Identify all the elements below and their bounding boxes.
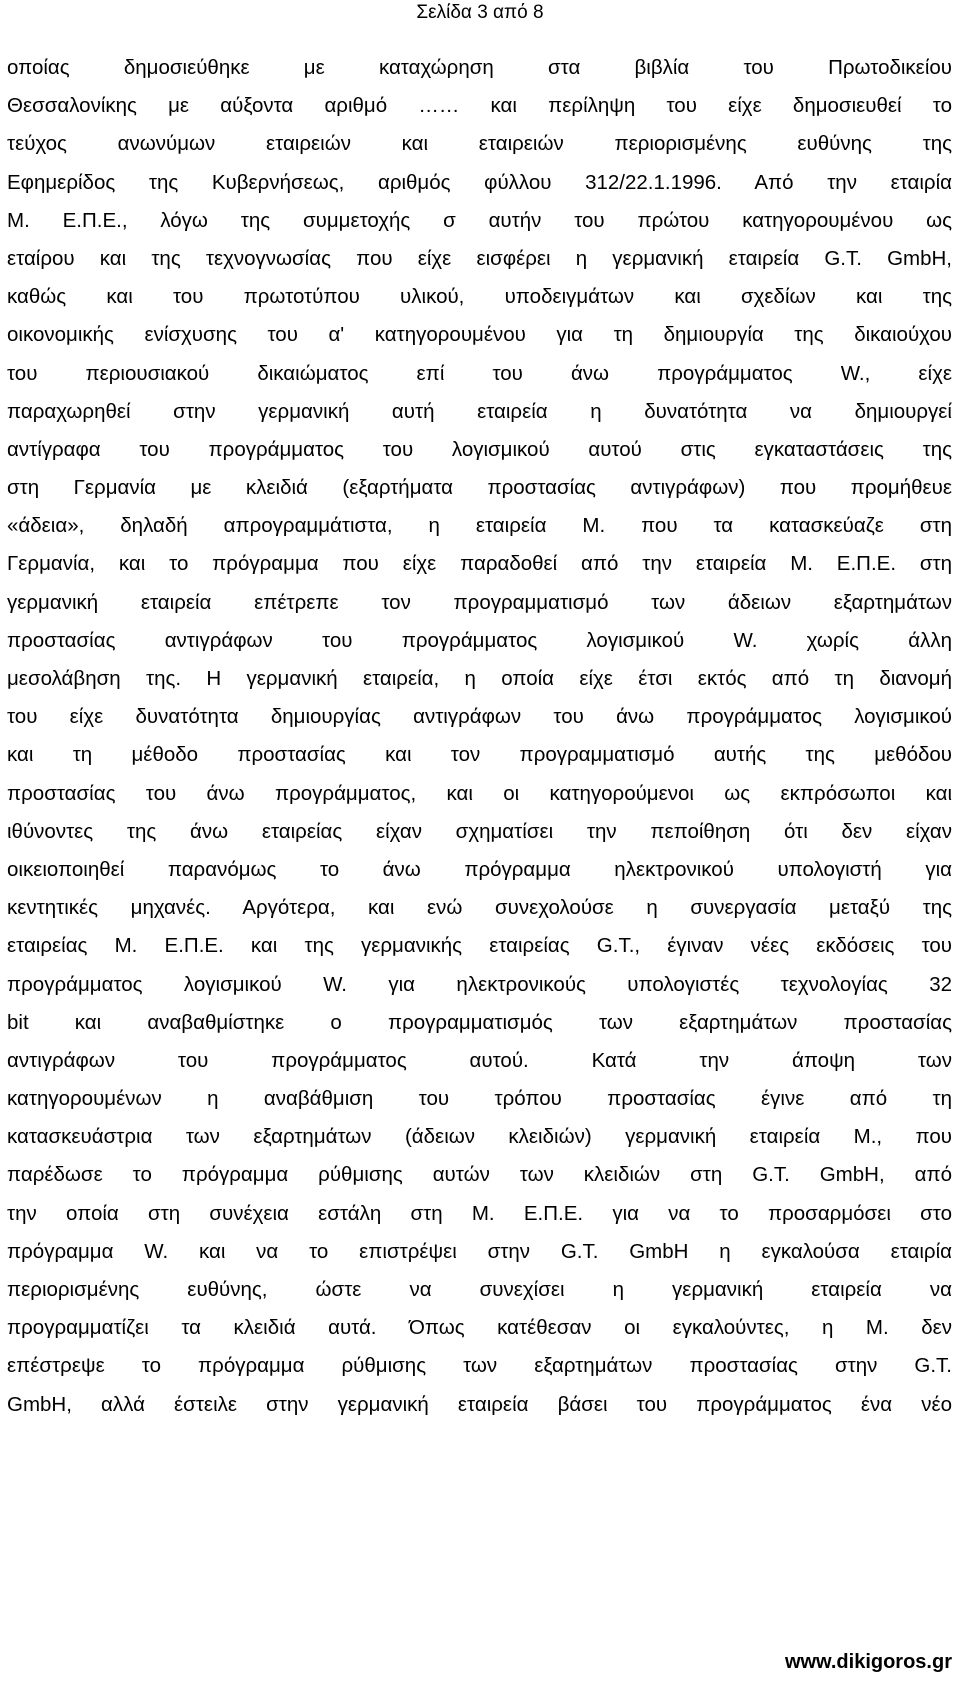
body-line: Εφημερίδος της Κυβερνήσεως, αριθμός φύλλου 312/22.1.1996. Από την εταιρία	[7, 170, 952, 194]
body-line: του περιουσιακού δικαιώματος επί του άνω προγράμματος W., είχε	[7, 361, 952, 385]
body-line: περιορισμένης ευθύνης, ώστε να συνεχίσει η γερμανική εταιρεία να	[7, 1278, 952, 1301]
body-line: προστασίας αντιγράφων του προγράμματος λογισμικού W. χωρίς άλλη	[7, 628, 952, 652]
body-line: προστασίας του άνω προγράμματος, και οι κατηγορούμενοι ως εκπρόσωποι και	[7, 781, 952, 805]
footer-site-link[interactable]	[785, 1648, 952, 1676]
body-line: τεύχος ανωνύμων εταιρειών και εταιρειών περιορισμένης ευθύνης της	[7, 132, 952, 156]
body-line: προγράμματος λογισμικού W. για ηλεκτρονικούς υπολογιστές τεχνολογίας 32	[7, 972, 952, 996]
body-line: πρόγραμμα W. και να το επιστρέψει στην G.T. GmbH η εγκαλούσα εταιρία	[7, 1239, 952, 1263]
body-line: κατηγορουμένων η αναβάθμιση του τρόπου προστασίας έγινε από τη	[7, 1087, 952, 1111]
body-line: την οποία στη συνέχεια εστάλη στη Μ. Ε.Π.Ε. για να το προσαρμόσει στο	[7, 1201, 952, 1225]
page-number-header	[0, 0, 960, 26]
body-line: μεσολάβηση της. Η γερμανική εταιρεία, η οποία είχε έτσι εκτός από τη διανομή	[7, 667, 952, 690]
body-line: κεντητικές μηχανές. Αργότερα, και ενώ συνεχολούσε η συνεργασία μεταξύ της	[7, 896, 952, 920]
body-line: «άδεια», δηλαδή απρογραμμάτιστα, η εταιρεία Μ. που τα κατασκεύαζε στη	[7, 514, 952, 538]
body-line: Μ. Ε.Π.Ε., λόγω της συμμετοχής σ αυτήν του πρώτου κατηγορουμένου ως	[7, 208, 952, 232]
body-line: στη Γερμανία με κλειδιά (εξαρτήματα προστασίας αντιγράφων) που προμήθευε	[7, 476, 952, 500]
body-line: Θεσσαλονίκης με αύξοντα αριθμό …… και περίληψη του είχε δημοσιευθεί το	[7, 94, 952, 118]
document-body	[7, 49, 952, 1424]
body-line: ιθύνοντες της άνω εταιρείας είχαν σχηματίσει την πεποίθηση ότι δεν είχαν	[7, 819, 952, 843]
body-line: γερμανική εταιρεία επέτρεπε τον προγραμματισμό των άδειων εξαρτημάτων	[7, 590, 952, 614]
body-line: προγραμματίζει τα κλειδιά αυτά. Όπως κατέθεσαν οι εγκαλούντες, η Μ. δεν	[7, 1316, 952, 1340]
body-line: αντιγράφων του προγράμματος αυτού. Κατά την άποψη των	[7, 1048, 952, 1072]
body-line: αντίγραφα του προγράμματος του λογισμικού αυτού στις εγκαταστάσεις της	[7, 437, 952, 461]
body-line: οικειοποιηθεί παρανόμως το άνω πρόγραμμα ηλεκτρονικού υπολογιστή για	[7, 857, 952, 881]
body-line: bit και αναβαθμίστηκε ο προγραμματισμός των εξαρτημάτων προστασίας	[7, 1010, 952, 1034]
body-line: κατασκευάστρια των εξαρτημάτων (άδειων κλειδιών) γερμανική εταιρεία Μ., που	[7, 1125, 952, 1149]
body-line: του είχε δυνατότητα δημιουργίας αντιγράφων του άνω προγράμματος λογισμικού	[7, 705, 952, 729]
body-line: εταίρου και της τεχνογνωσίας που είχε εισφέρει η γερμανική εταιρεία G.T. GmbH,	[7, 246, 952, 270]
body-line: καθώς και του πρωτοτύπου υλικού, υποδειγμάτων και σχεδίων και της	[7, 285, 952, 309]
body-line: εταιρείας Μ. Ε.Π.Ε. και της γερμανικής εταιρείας G.T., έγιναν νέες εκδόσεις του	[7, 934, 952, 958]
body-line: οικονομικής ενίσχυσης του α' κατηγορουμένου για τη δημιουργία της δικαιούχου	[7, 323, 952, 347]
footer-site-text: www.dikigoros.gr	[784, 1651, 952, 1673]
body-line: παρέδωσε το πρόγραμμα ρύθμισης αυτών των κλειδιών στη G.T. GmbH, από	[7, 1163, 952, 1187]
page-number-label: Σελίδα 3 από 8	[416, 2, 544, 23]
body-line: GmbH, αλλά έστειλε στην γερμανική εταιρεία βάσει του προγράμματος ένα νέο	[7, 1392, 952, 1416]
body-line: Γερμανία, και το πρόγραμμα που είχε παραδοθεί από την εταιρεία Μ. Ε.Π.Ε. στη	[7, 552, 952, 576]
body-line: και τη μέθοδο προστασίας και τον προγραμματισμό αυτής της μεθόδου	[7, 743, 952, 767]
body-line: παραχωρηθεί στην γερμανική αυτή εταιρεία η δυνατότητα να δημιουργεί	[7, 399, 952, 423]
body-line: επέστρεψε το πρόγραμμα ρύθμισης των εξαρτημάτων προστασίας στην G.T.	[7, 1354, 952, 1378]
body-line: οποίας δημοσιεύθηκε με καταχώρηση στα βιβλία του Πρωτοδικείου	[7, 56, 952, 79]
